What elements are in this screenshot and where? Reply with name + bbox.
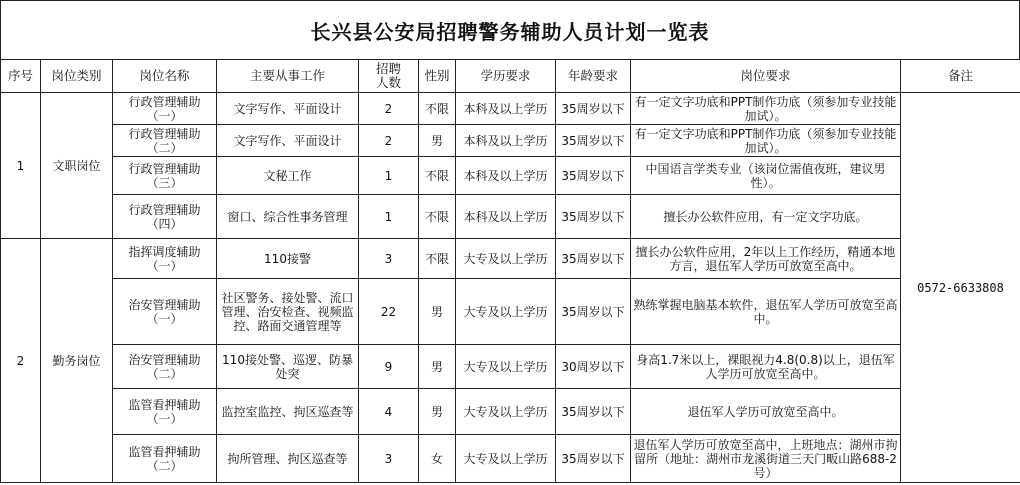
group-no: 2	[1, 239, 41, 483]
age-cell: 30周岁以下	[556, 345, 631, 389]
table-row	[1, 239, 1020, 279]
requirement-cell: 熟练掌握电脑基本软件，退伍军人学历可放宽至高中。	[631, 279, 901, 345]
table-row	[1, 345, 1020, 389]
count-cell: 22	[359, 279, 419, 345]
requirement-cell: 有一定文字功底和PPT制作功底（须参加专业技能加试）。	[631, 125, 901, 157]
table-row	[1, 389, 1020, 435]
gender-cell: 女	[419, 435, 456, 483]
duty-cell: 文秘工作	[217, 157, 359, 195]
group-no: 1	[1, 93, 41, 239]
count-cell: 4	[359, 389, 419, 435]
header-age: 年龄要求	[556, 60, 631, 93]
table-row	[1, 125, 1020, 157]
duty-cell: 窗口、综合性事务管理	[217, 195, 359, 239]
position-cell: 指挥调度辅助（一）	[113, 239, 217, 279]
header-remark: 备注	[901, 60, 1020, 93]
group-category: 文职岗位	[41, 93, 113, 239]
position-cell: 行政管理辅助（二）	[113, 125, 217, 157]
count-cell: 1	[359, 195, 419, 239]
remark-phone: 0572-6633808	[901, 93, 1020, 483]
gender-cell: 男	[419, 345, 456, 389]
requirement-cell: 擅长办公软件应用，有一定文字功底。	[631, 195, 901, 239]
table-row	[1, 195, 1020, 239]
duty-cell: 110接警	[217, 239, 359, 279]
page-title: 长兴县公安局招聘警务辅助人员计划一览表	[0, 0, 1020, 59]
gender-cell: 不限	[419, 93, 456, 125]
gender-cell: 不限	[419, 239, 456, 279]
requirement-cell: 擅长办公软件应用，2年以上工作经历，精通本地方言，退伍军人学历可放宽至高中。	[631, 239, 901, 279]
gender-cell: 男	[419, 279, 456, 345]
position-cell: 监管看押辅助（二）	[113, 435, 217, 483]
age-cell: 35周岁以下	[556, 435, 631, 483]
group-category: 勤务岗位	[41, 239, 113, 483]
duty-cell: 监控室监控、拘区巡查等	[217, 389, 359, 435]
requirement-cell: 退伍军人学历可放宽至高中，上班地点：湖州市拘留所（地址：湖州市龙溪街道三天门畈山路688-2号）	[631, 435, 901, 483]
table-row	[1, 279, 1020, 345]
education-cell: 本科及以上学历	[456, 125, 556, 157]
count-cell: 3	[359, 239, 419, 279]
position-cell: 监管看押辅助（一）	[113, 389, 217, 435]
education-cell: 本科及以上学历	[456, 93, 556, 125]
gender-cell: 男	[419, 125, 456, 157]
requirement-cell: 身高1.7米以上，裸眼视力4.8(0.8)以上，退伍军人学历可放宽至高中。	[631, 345, 901, 389]
age-cell: 35周岁以下	[556, 239, 631, 279]
age-cell: 35周岁以下	[556, 93, 631, 125]
header-gender: 性别	[419, 60, 456, 93]
requirement-cell: 退伍军人学历可放宽至高中。	[631, 389, 901, 435]
education-cell: 大专及以上学历	[456, 435, 556, 483]
education-cell: 大专及以上学历	[456, 279, 556, 345]
education-cell: 大专及以上学历	[456, 239, 556, 279]
age-cell: 35周岁以下	[556, 279, 631, 345]
position-cell: 治安管理辅助（二）	[113, 345, 217, 389]
requirement-cell: 中国语言学类专业（该岗位需值夜班，建议男性）。	[631, 157, 901, 195]
header-duty: 主要从事工作	[217, 60, 359, 93]
header-category: 岗位类别	[41, 60, 113, 93]
recruitment-table	[0, 59, 1020, 483]
education-cell: 大专及以上学历	[456, 345, 556, 389]
position-cell: 行政管理辅助（四）	[113, 195, 217, 239]
count-cell: 3	[359, 435, 419, 483]
table-row	[1, 435, 1020, 483]
duty-cell: 社区警务、接处警、流口管理、治安检查、视频监控、路面交通管理等	[217, 279, 359, 345]
position-cell: 行政管理辅助（一）	[113, 93, 217, 125]
count-cell: 2	[359, 93, 419, 125]
header-count: 招聘人数	[359, 60, 419, 93]
table-row	[1, 157, 1020, 195]
age-cell: 35周岁以下	[556, 389, 631, 435]
position-cell: 治安管理辅助（一）	[113, 279, 217, 345]
gender-cell: 不限	[419, 195, 456, 239]
education-cell: 本科及以上学历	[456, 157, 556, 195]
count-cell: 2	[359, 125, 419, 157]
age-cell: 35周岁以下	[556, 125, 631, 157]
header-no: 序号	[1, 60, 41, 93]
position-cell: 行政管理辅助（三）	[113, 157, 217, 195]
table-row	[1, 93, 1020, 125]
count-cell: 1	[359, 157, 419, 195]
duty-cell: 拘所管理、拘区巡查等	[217, 435, 359, 483]
education-cell: 本科及以上学历	[456, 195, 556, 239]
age-cell: 35周岁以下	[556, 195, 631, 239]
age-cell: 35周岁以下	[556, 157, 631, 195]
gender-cell: 男	[419, 389, 456, 435]
header-row	[1, 60, 1020, 93]
duty-cell: 文字写作、平面设计	[217, 125, 359, 157]
gender-cell: 不限	[419, 157, 456, 195]
requirement-cell: 有一定文字功底和PPT制作功底（须参加专业技能加试）。	[631, 93, 901, 125]
education-cell: 大专及以上学历	[456, 389, 556, 435]
header-requirement: 岗位要求	[631, 60, 901, 93]
header-education: 学历要求	[456, 60, 556, 93]
header-position: 岗位名称	[113, 60, 217, 93]
duty-cell: 110接处警、巡逻、防暴处突	[217, 345, 359, 389]
count-cell: 9	[359, 345, 419, 389]
duty-cell: 文字写作、平面设计	[217, 93, 359, 125]
